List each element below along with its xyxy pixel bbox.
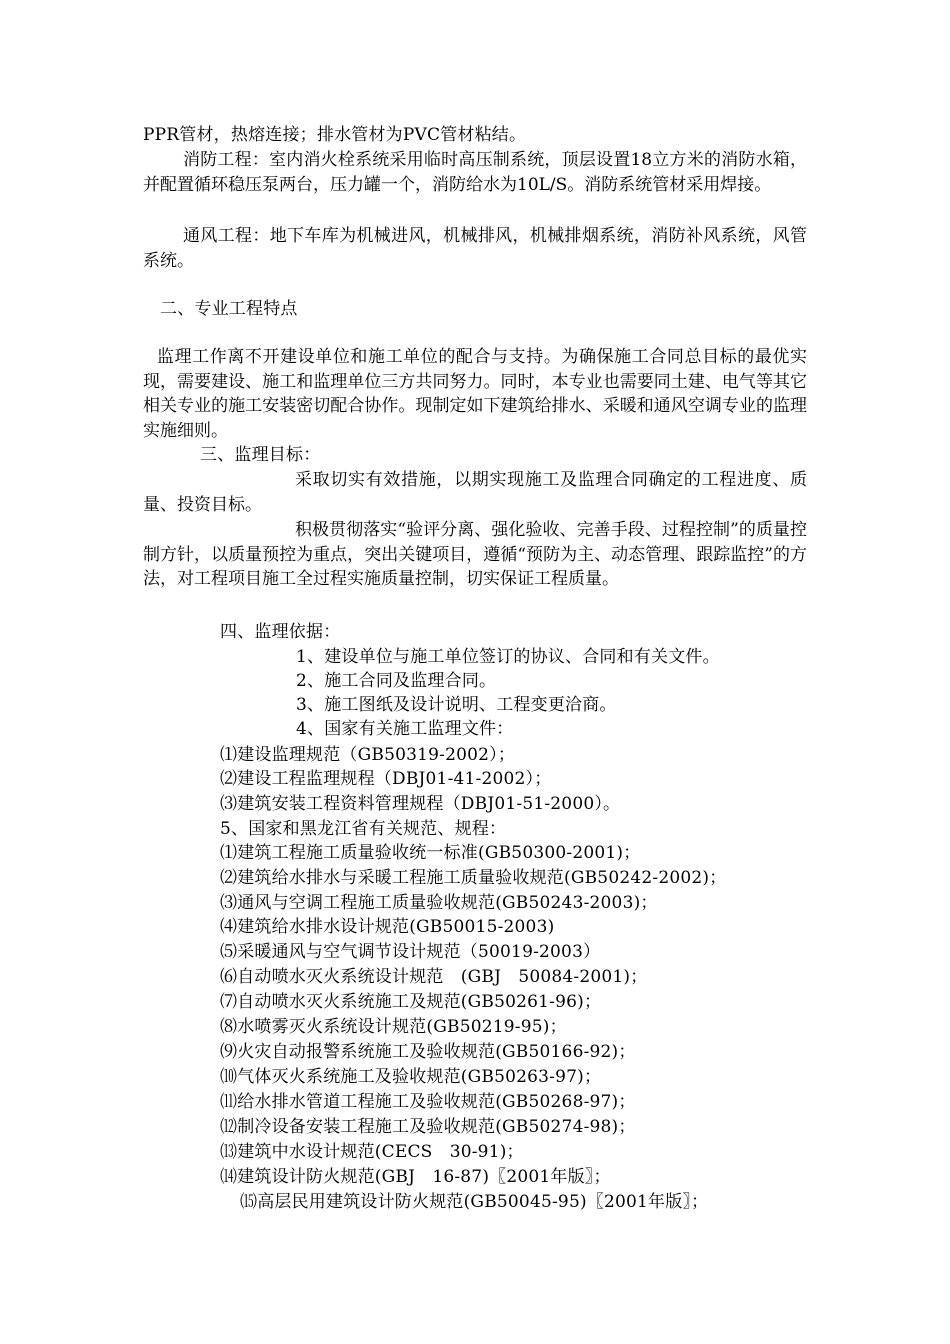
standard-item: ⒂高层民用建筑设计防火规范(GB50045-95)〖2001年版〗； bbox=[240, 1192, 709, 1212]
standard-item: ⑶通风与空调工程施工质量验收规范(GB50243-2003)； bbox=[220, 893, 658, 913]
standard-item: ⒀建筑中水设计规范(CECS 30-91)； bbox=[220, 1142, 524, 1162]
standard-item: ⑷建筑给水排水设计规范(GB50015-2003) bbox=[220, 917, 555, 937]
section-2-paragraph: 监理工作离不开建设单位和施工单位的配合与支持。为确保施工合同总目标的最优实现，需要建设、施工和监理单位三方共同努力。同时，本专业也需要同土建、电气等其它相关专业的施工安装密切配合协作。现制定如下建筑给排水、采暖和通风空调专业的监理实施细则。 bbox=[143, 347, 807, 441]
regulation-doc: ⑴建设监理规范（GB50319-2002）； bbox=[220, 745, 516, 765]
standard-item: ⒁建筑设计防火规范(GBJ 16-87)〖2001年版〗； bbox=[220, 1167, 611, 1187]
regulation-doc: ⑶建筑安装工程资料管理规程（DBJ01-51-2000）。 bbox=[220, 794, 621, 814]
standard-item: ⑻水喷雾灭火系统设计规范(GB50219-95)； bbox=[220, 1017, 567, 1037]
standard-item: ⑾给水排水管道工程施工及验收规范(GB50268-97)； bbox=[220, 1092, 636, 1112]
section-3-heading: 三、监理目标： bbox=[200, 445, 321, 465]
basis-item: 1、建设单位与施工单位签订的协议、合同和有关文件。 bbox=[296, 647, 720, 667]
standard-item: ⑽气体灭火系统施工及验收规范(GB50263-97)； bbox=[220, 1067, 602, 1087]
basis-item: 2、施工合同及监理合同。 bbox=[296, 671, 497, 691]
standard-item: ⑼火灾自动报警系统施工及验收规范(GB50166-92)； bbox=[220, 1042, 636, 1062]
intro-line: PPR管材，热熔连接；排水管材为PVC管材粘结。 bbox=[143, 125, 527, 145]
ventilation-paragraph: 通风工程：地下车库为机械进风，机械排风，机械排烟系统，消防补风系统，风管系统。 bbox=[143, 226, 807, 271]
basis-item-5: 5、国家和黑龙江省有关规范、规程： bbox=[220, 819, 507, 839]
standard-item: ⑵建筑给水排水与采暖工程施工质量验收规范(GB50242-2002)； bbox=[220, 868, 727, 888]
standard-item: ⑴建筑工程施工质量验收统一标准(GB50300-2001)； bbox=[220, 843, 641, 863]
section-4-heading: 四、监理依据： bbox=[220, 622, 341, 642]
section-2-heading: 二、专业工程特点 bbox=[160, 299, 298, 319]
standard-item: ⑿制冷设备安装工程施工及验收规范(GB50274-98)； bbox=[220, 1117, 636, 1137]
basis-item: 4、国家有关施工监理文件： bbox=[296, 719, 514, 739]
section-3-goal-paragraph: 采取切实有效措施，以期实现施工及监理合同确定的工程进度、质量、投资目标。 bbox=[143, 470, 807, 515]
standard-item: ⑺自动喷水灭火系统施工及规范(GB50261-96)； bbox=[220, 992, 602, 1012]
fire-protection-paragraph: 消防工程：室内消火栓系统采用临时高压制系统，顶层设置18立方米的消防水箱，并配置循环稳压泵两台，压力罐一个，消防给水为10L/S。消防系统管材采用焊接。 bbox=[143, 150, 807, 195]
regulation-doc: ⑵建设工程监理规程（DBJ01-41-2002）； bbox=[220, 769, 552, 789]
standard-item: ⑹自动喷水灭火系统设计规范 (GBJ 50084-2001)； bbox=[220, 967, 648, 987]
section-3-quality-paragraph: 积极贯彻落实“验评分离、强化验收、完善手段、过程控制”的质量控制方针，以质量预控为重点，突出关键项目，遵循“预防为主、动态管理、跟踪监控”的方法，对工程项目施工全过程实施质量控制，切实保证工程质量。 bbox=[143, 520, 807, 589]
standard-item: ⑸采暖通风与空气调节设计规范（50019-2003） bbox=[220, 942, 601, 962]
basis-item: 3、施工图纸及设计说明、工程变更洽商。 bbox=[296, 695, 617, 715]
